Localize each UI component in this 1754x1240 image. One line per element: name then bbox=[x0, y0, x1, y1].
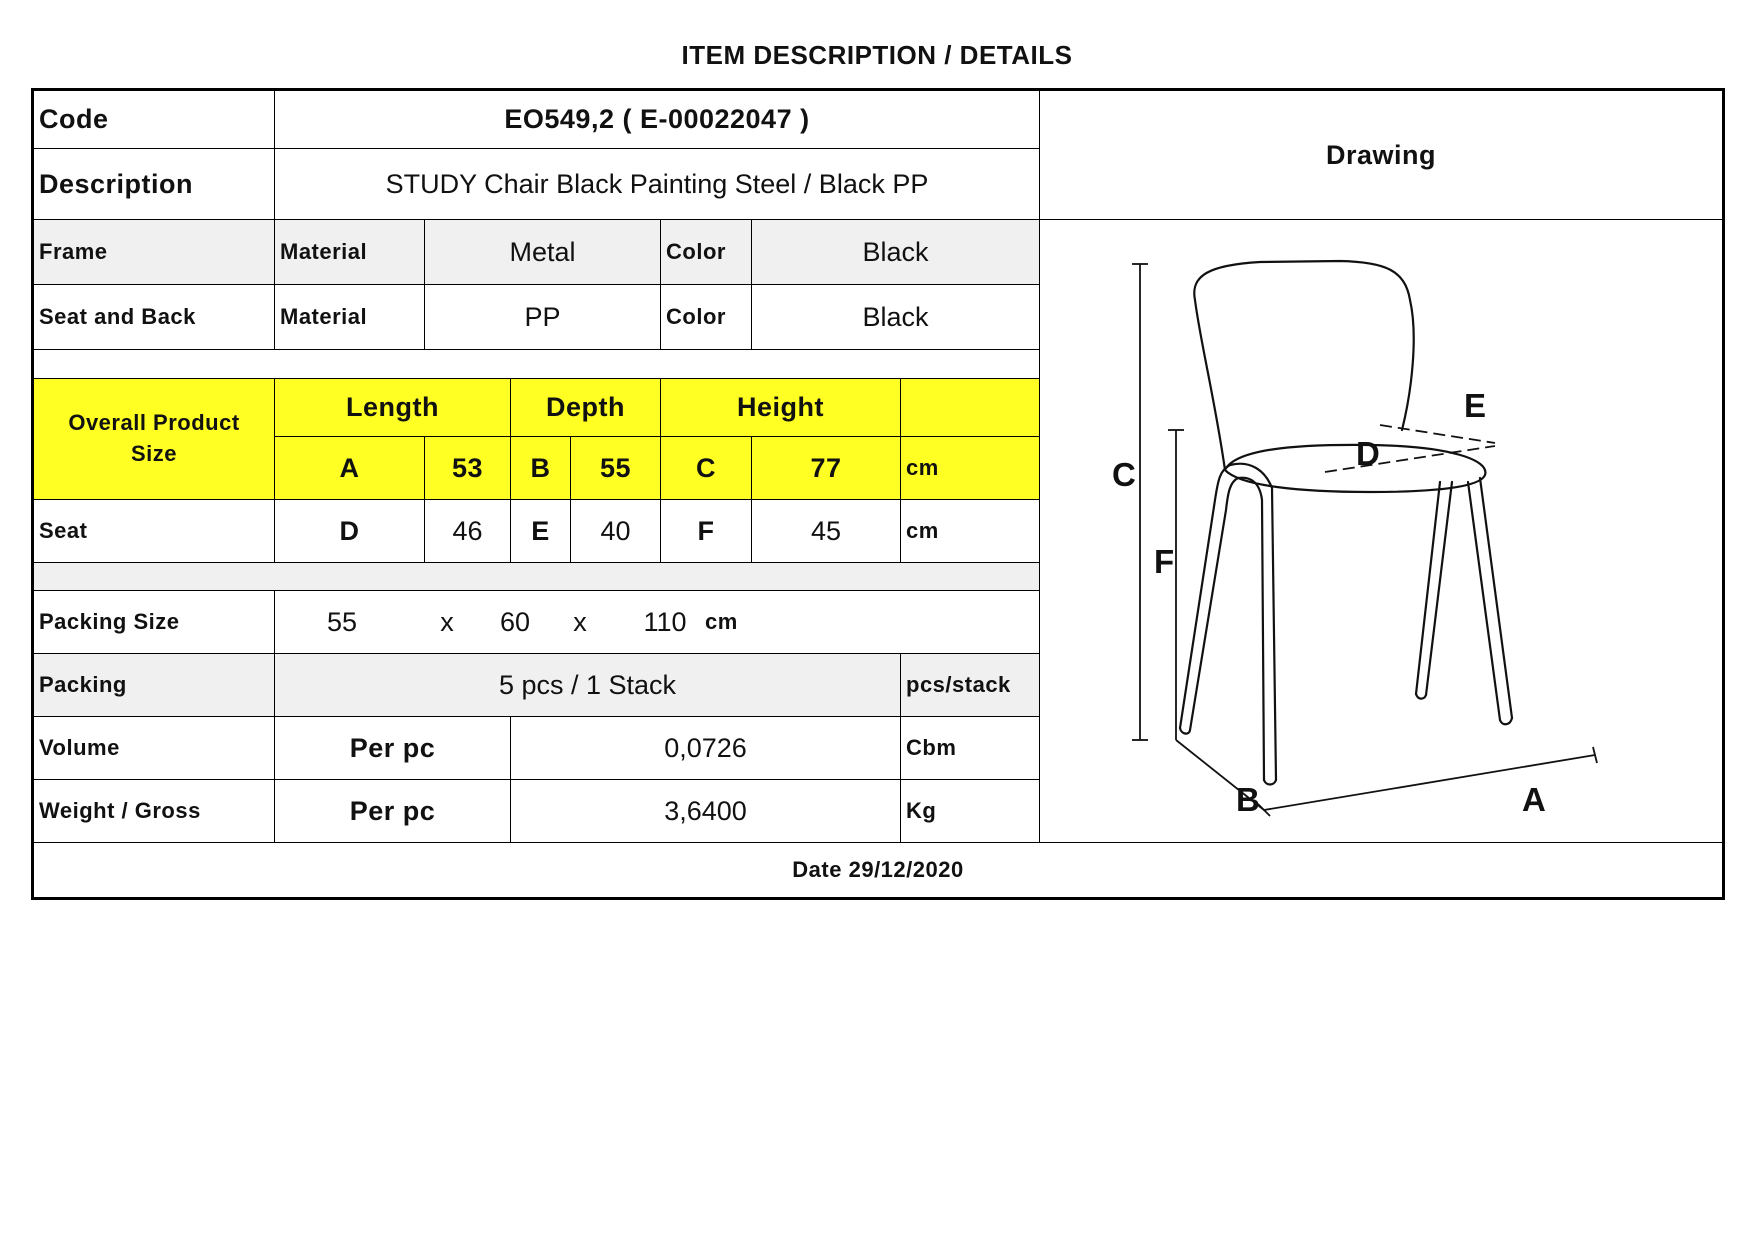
drawing-letter-e: E bbox=[1464, 387, 1487, 424]
length-header: Length bbox=[275, 379, 511, 437]
drawing-panel bbox=[1040, 220, 1722, 843]
frame-material-value: Metal bbox=[425, 220, 661, 285]
foot-back-right bbox=[1500, 718, 1512, 724]
seat-back-color-value: Black bbox=[752, 285, 1040, 350]
packing-length: 55 bbox=[326, 606, 358, 637]
leg-front-right-outer bbox=[1230, 464, 1276, 780]
spacer-row-gray bbox=[34, 563, 1040, 591]
description-label: Description bbox=[34, 149, 275, 220]
frame-label: Frame bbox=[34, 220, 275, 285]
c-value: 77 bbox=[752, 437, 901, 500]
backrest-outline bbox=[1194, 261, 1413, 470]
frame-color-label: Color bbox=[661, 220, 752, 285]
a-value: 53 bbox=[425, 437, 511, 500]
volume-per-label: Per pc bbox=[275, 717, 511, 780]
seat-back-label: Seat and Back bbox=[34, 285, 275, 350]
chair-drawing bbox=[1040, 220, 1722, 843]
overall-size-label: Overall Product Size bbox=[34, 379, 275, 500]
drawing-letter-c: C bbox=[1112, 456, 1136, 493]
weight-value: 3,6400 bbox=[511, 780, 901, 843]
leg-back-right bbox=[1468, 478, 1512, 720]
packing-x-sep-2: x bbox=[573, 606, 587, 637]
f-label: F bbox=[661, 500, 752, 563]
drawing-letter-b: B bbox=[1236, 781, 1260, 818]
packing-x-sep-1: x bbox=[440, 606, 454, 637]
leg-front-left-outer bbox=[1180, 465, 1230, 728]
volume-label: Volume bbox=[34, 717, 275, 780]
leg-front-left-inner bbox=[1190, 478, 1238, 730]
code-label: Code bbox=[34, 91, 275, 149]
drawing-letter-f: F bbox=[1154, 543, 1175, 580]
packing-size-label: Packing Size bbox=[34, 591, 275, 654]
description-value: STUDY Chair Black Painting Steel / Black PP bbox=[275, 149, 1040, 220]
packing-value: 5 pcs / 1 Stack bbox=[275, 654, 901, 717]
seat-unit: cm bbox=[901, 500, 1040, 563]
packing-label: Packing bbox=[34, 654, 275, 717]
packing-size-unit: cm bbox=[705, 609, 738, 634]
packing-size-values bbox=[275, 591, 1040, 654]
e-label: E bbox=[511, 500, 571, 563]
weight-unit: Kg bbox=[901, 780, 1040, 843]
unit-header-empty bbox=[901, 379, 1040, 437]
foot-front-right bbox=[1264, 780, 1276, 785]
c-label: C bbox=[661, 437, 752, 500]
foot-front-left bbox=[1180, 728, 1190, 734]
leg-back-left bbox=[1416, 482, 1452, 695]
weight-label: Weight / Gross bbox=[34, 780, 275, 843]
b-label: B bbox=[511, 437, 571, 500]
frame-color-value: Black bbox=[752, 220, 1040, 285]
volume-unit: Cbm bbox=[901, 717, 1040, 780]
seat-back-material-label: Material bbox=[275, 285, 425, 350]
packing-height: 110 bbox=[643, 606, 687, 637]
dim-line-e bbox=[1380, 425, 1495, 443]
drawing-label: Drawing bbox=[1040, 91, 1722, 220]
height-header: Height bbox=[661, 379, 901, 437]
seat-back-color-label: Color bbox=[661, 285, 752, 350]
seat-label: Seat bbox=[34, 500, 275, 563]
page-title: ITEM DESCRIPTION / DETAILS bbox=[681, 40, 1073, 70]
e-value: 40 bbox=[571, 500, 661, 563]
f-value: 45 bbox=[752, 500, 901, 563]
drawing-letter-d: D bbox=[1356, 435, 1380, 472]
leg-front-right-inner bbox=[1238, 478, 1264, 780]
volume-value: 0,0726 bbox=[511, 717, 901, 780]
b-value: 55 bbox=[571, 437, 661, 500]
spacer-row bbox=[34, 350, 1040, 379]
depth-header: Depth bbox=[511, 379, 661, 437]
weight-per-label: Per pc bbox=[275, 780, 511, 843]
seat-back-material-value: PP bbox=[425, 285, 661, 350]
overall-unit: cm bbox=[901, 437, 1040, 500]
drawing-letter-a: A bbox=[1522, 781, 1546, 818]
frame-material-label: Material bbox=[275, 220, 425, 285]
d-value: 46 bbox=[425, 500, 511, 563]
item-details-sheet bbox=[31, 88, 1725, 900]
packing-unit: pcs/stack bbox=[901, 654, 1040, 717]
foot-back-left bbox=[1416, 694, 1426, 699]
d-label: D bbox=[275, 500, 425, 563]
a-label: A bbox=[275, 437, 425, 500]
code-value: EO549,2 ( E-00022047 ) bbox=[275, 91, 1040, 149]
date-footer: Date 29/12/2020 bbox=[792, 857, 964, 882]
packing-width: 60 bbox=[499, 606, 531, 637]
